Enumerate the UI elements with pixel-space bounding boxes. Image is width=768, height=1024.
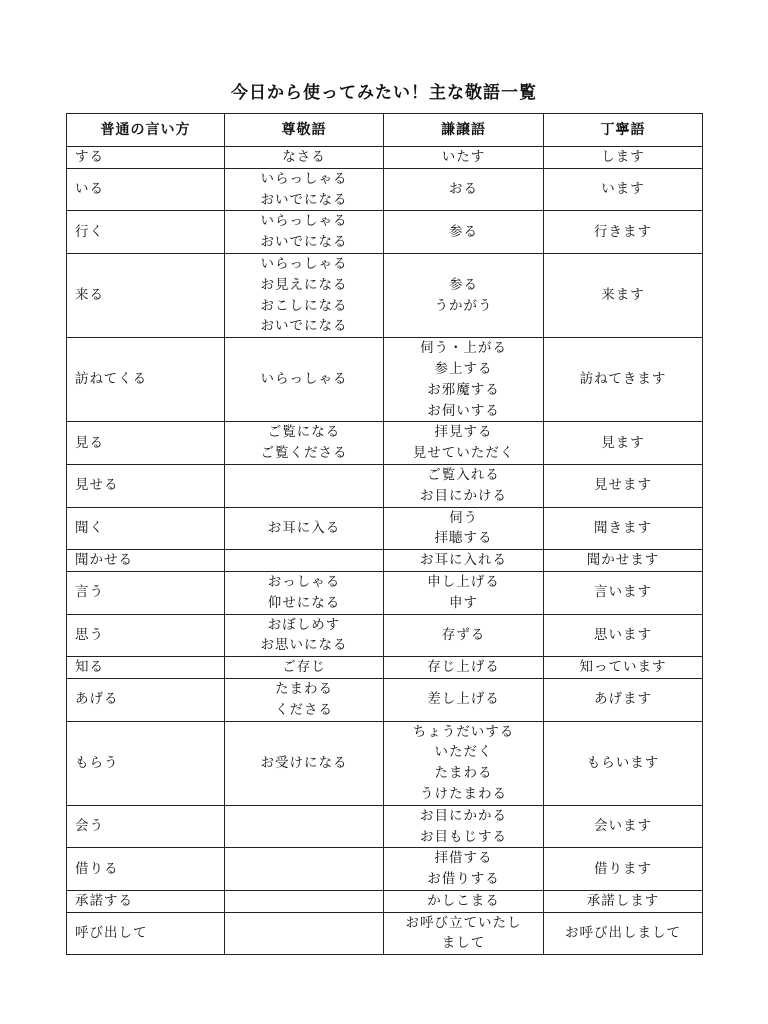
plain-cell: 訪ねてくる	[67, 338, 225, 422]
cell-line: 聞きます	[594, 519, 652, 536]
cell-line: あげます	[594, 691, 652, 708]
cell-line: くださる	[275, 701, 333, 718]
teineigo-cell	[544, 464, 703, 507]
cell-line: いらっしゃる	[260, 371, 348, 388]
teineigo-cell	[544, 657, 703, 679]
cell-line: 思います	[594, 626, 652, 643]
cell-line: お呼び立ていたし	[405, 914, 522, 931]
kenjougo-cell	[384, 657, 544, 679]
cell-line: 訪ねてきます	[579, 371, 667, 388]
cell-line: 伺う	[449, 509, 478, 526]
cell-line: 見ます	[601, 434, 645, 451]
teineigo-cell	[544, 168, 703, 211]
cell-line: お目もじする	[420, 828, 507, 845]
table-row	[67, 211, 703, 254]
teineigo-cell	[544, 721, 703, 805]
table-row	[67, 657, 703, 679]
teineigo-cell	[544, 338, 703, 422]
kenjougo-cell	[384, 507, 544, 550]
table-body	[67, 147, 703, 955]
cell-line: ご存じ	[282, 659, 326, 676]
table-row	[67, 338, 703, 422]
cell-line: 存じ上げる	[427, 659, 500, 676]
teineigo-cell	[544, 571, 703, 614]
kenjougo-cell	[384, 571, 544, 614]
sonkeigo-cell	[225, 464, 384, 507]
plain-cell: 聞かせる	[67, 550, 225, 572]
kenjougo-cell	[384, 253, 544, 337]
kenjougo-cell	[384, 912, 544, 955]
cell-line: 見せていただく	[412, 445, 515, 462]
cell-line: いらっしゃる	[260, 170, 348, 187]
sonkeigo-cell	[225, 571, 384, 614]
cell-line: 申す	[449, 594, 478, 611]
cell-line: お思いになる	[260, 637, 348, 654]
teineigo-cell	[544, 848, 703, 891]
plain-cell: 見る	[67, 422, 225, 465]
plain-cell: 来る	[67, 253, 225, 337]
plain-cell: もらう	[67, 721, 225, 805]
kenjougo-cell	[384, 147, 544, 169]
table-row	[67, 464, 703, 507]
kenjougo-cell	[384, 464, 544, 507]
sonkeigo-cell	[225, 550, 384, 572]
kenjougo-cell	[384, 848, 544, 891]
cell-line: 差し上げる	[427, 691, 500, 708]
cell-line: おいでになる	[260, 318, 348, 335]
cell-line: お呼び出しまして	[565, 925, 681, 942]
cell-line: います	[601, 181, 645, 198]
cell-line: いらっしゃる	[260, 213, 348, 230]
teineigo-cell	[544, 253, 703, 337]
header-sonkeigo: 尊敬語	[225, 114, 384, 147]
sonkeigo-cell	[225, 805, 384, 848]
plain-cell: 借りる	[67, 848, 225, 891]
table-row	[67, 550, 703, 572]
table-row	[67, 848, 703, 891]
table-header-row	[67, 114, 703, 147]
cell-line: おる	[449, 181, 478, 198]
kenjougo-cell	[384, 211, 544, 254]
plain-cell: 言う	[67, 571, 225, 614]
plain-cell: 会う	[67, 805, 225, 848]
sonkeigo-cell	[225, 253, 384, 337]
cell-line: 行きます	[594, 223, 652, 240]
cell-line: お目にかける	[420, 487, 507, 504]
cell-line: 存ずる	[441, 626, 486, 643]
cell-line: もらいます	[586, 754, 660, 771]
cell-line: お邪魔する	[427, 381, 500, 398]
sonkeigo-cell	[225, 147, 384, 169]
header-plain: 普通の言い方	[67, 114, 225, 147]
header-teineigo: 丁寧語	[544, 114, 703, 147]
table-row	[67, 678, 703, 721]
kenjougo-cell	[384, 721, 544, 805]
cell-line: お借りする	[427, 871, 500, 888]
cell-line: いただく	[434, 744, 493, 761]
teineigo-cell	[544, 614, 703, 657]
cell-line: 参る	[449, 276, 478, 293]
cell-line: おっしゃる	[267, 573, 341, 590]
cell-line: たまわる	[275, 680, 333, 697]
plain-cell: 承諾する	[67, 890, 225, 912]
kenjougo-cell	[384, 678, 544, 721]
sonkeigo-cell	[225, 211, 384, 254]
cell-line: 言います	[594, 584, 652, 601]
kenjougo-cell	[384, 805, 544, 848]
cell-line: 参る	[449, 223, 478, 240]
plain-cell: 思う	[67, 614, 225, 657]
cell-line: いたす	[441, 149, 486, 165]
cell-line: 参上する	[434, 360, 493, 377]
kenjougo-cell	[384, 422, 544, 465]
teineigo-cell	[544, 890, 703, 912]
cell-line: うけたまわる	[420, 785, 507, 802]
cell-line: ご覧入れる	[427, 466, 500, 483]
table-row	[67, 721, 703, 805]
cell-line: します	[601, 149, 645, 165]
teineigo-cell	[544, 422, 703, 465]
table-row	[67, 890, 703, 912]
sonkeigo-cell	[225, 507, 384, 550]
cell-line: なさる	[282, 149, 326, 165]
sonkeigo-cell	[225, 422, 384, 465]
table-row	[67, 147, 703, 169]
cell-line: かしこまる	[427, 892, 500, 909]
cell-line: たまわる	[434, 765, 493, 782]
kenjougo-cell	[384, 614, 544, 657]
cell-line: お伺いする	[427, 402, 500, 419]
cell-line: おいでになる	[260, 234, 348, 251]
sonkeigo-cell	[225, 721, 384, 805]
table-row	[67, 507, 703, 550]
teineigo-cell	[544, 550, 703, 572]
cell-line: 承諾します	[586, 892, 660, 909]
kenjougo-cell	[384, 338, 544, 422]
sonkeigo-cell	[225, 657, 384, 679]
cell-line: 仰せになる	[267, 594, 341, 611]
teineigo-cell	[544, 678, 703, 721]
cell-line: お耳に入る	[267, 519, 341, 536]
teineigo-cell	[544, 912, 703, 955]
table-row	[67, 422, 703, 465]
page-title: 今日から使ってみたい！主な敬語一覧	[231, 83, 537, 103]
table-row	[67, 571, 703, 614]
table-row	[67, 614, 703, 657]
teineigo-cell	[544, 507, 703, 550]
cell-line: お受けになる	[260, 754, 348, 771]
plain-cell: 見せる	[67, 464, 225, 507]
table-row	[67, 912, 703, 955]
header-kenjougo: 謙譲語	[384, 114, 544, 147]
cell-line: ご覧になる	[267, 424, 341, 441]
sonkeigo-cell	[225, 614, 384, 657]
plain-cell: 行く	[67, 211, 225, 254]
cell-line: いらっしゃる	[260, 255, 348, 272]
cell-line: 聞かせます	[586, 552, 660, 569]
sonkeigo-cell	[225, 890, 384, 912]
cell-line: 拝聴する	[434, 530, 493, 547]
plain-cell: いる	[67, 168, 225, 211]
plain-cell: 呼び出して	[67, 912, 225, 955]
sonkeigo-cell	[225, 168, 384, 211]
plain-cell: 聞く	[67, 507, 225, 550]
teineigo-cell	[544, 211, 703, 254]
kenjougo-cell	[384, 168, 544, 211]
plain-cell: する	[67, 147, 225, 169]
cell-line: 申し上げる	[427, 573, 500, 590]
cell-line: おぼしめす	[267, 616, 341, 633]
kenjougo-cell	[384, 550, 544, 572]
kenjougo-cell	[384, 890, 544, 912]
cell-line: 来ます	[601, 287, 645, 304]
cell-line: 見せます	[594, 477, 652, 494]
cell-line: ちょうだいする	[412, 723, 515, 740]
sonkeigo-cell	[225, 912, 384, 955]
sonkeigo-cell	[225, 338, 384, 422]
table-row	[67, 805, 703, 848]
cell-line: 借ります	[594, 860, 652, 877]
table-row	[67, 253, 703, 337]
cell-line: お耳に入れる	[420, 552, 507, 569]
teineigo-cell	[544, 147, 703, 169]
cell-line: うかがう	[434, 297, 493, 314]
cell-line: おいでになる	[260, 191, 348, 208]
sonkeigo-cell	[225, 678, 384, 721]
cell-line: お見えになる	[260, 276, 348, 293]
cell-line: ご覧くださる	[260, 445, 348, 462]
cell-line: 知っています	[579, 659, 667, 676]
teineigo-cell	[544, 805, 703, 848]
sonkeigo-cell	[225, 848, 384, 891]
plain-cell: あげる	[67, 678, 225, 721]
cell-line: おこしになる	[260, 297, 348, 314]
keigo-table	[66, 113, 703, 955]
cell-line: 会います	[594, 818, 652, 835]
plain-cell: 知る	[67, 657, 225, 679]
cell-line: お目にかかる	[420, 807, 507, 824]
table-row	[67, 168, 703, 211]
cell-line: 拝借する	[434, 850, 493, 867]
cell-line: 拝見する	[434, 424, 493, 441]
cell-line: まして	[441, 935, 486, 952]
cell-line: 伺う・上がる	[420, 340, 507, 357]
